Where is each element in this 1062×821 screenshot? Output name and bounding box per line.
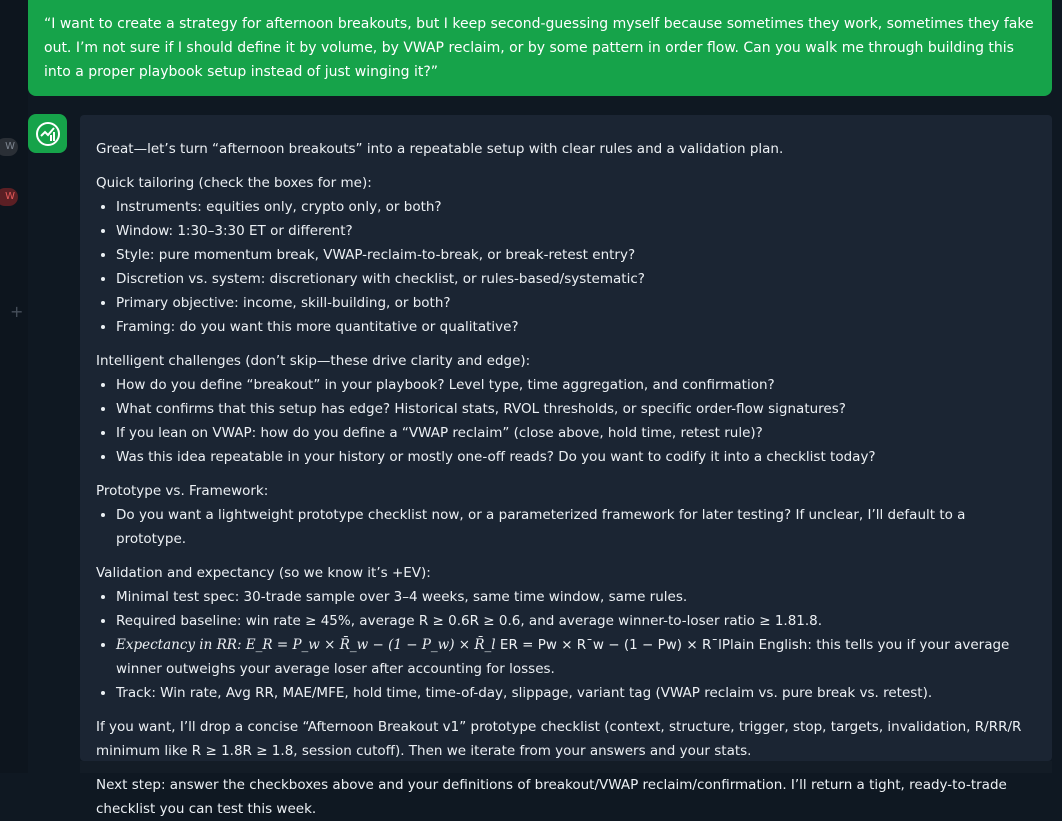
list-item: • What confirms that this setup has edge? Historical stats, RVOL thresholds, or specific order-flow signatures? — [116, 397, 1036, 421]
left-rail — [0, 0, 28, 773]
list-item: • Instruments: equities only, crypto only, or both? — [116, 195, 1036, 219]
list-item: • Minimal test spec: 30-trade sample over 3–4 weeks, same time window, same rules. — [116, 585, 1036, 609]
validation-title: Validation and expectancy (so we know it’s +EV): — [96, 565, 431, 581]
prototype-title: Prototype vs. Framework: — [96, 483, 269, 499]
assistant-response — [80, 115, 1052, 817]
expectancy-text: ER = Pw × R¯w − (1 − Pw) × R¯lPlain English: this tells you if your average winner outweighs your average loser after accounting for losses. — [116, 637, 1010, 677]
bottom-strip — [80, 761, 1052, 773]
response-intro: Great—let’s turn “afternoon breakouts” into a repeatable setup with clear rules and a validation plan. — [96, 141, 784, 157]
next-step-text: Next step: answer the checkboxes above and your definitions of breakout/VWAP reclaim/confirmation. I’ll return a tight, ready-to-trade checklist you can test this week. — [96, 777, 1007, 817]
list-item: • How do you define “breakout” in your playbook? Level type, time aggregation, and confirmation? — [116, 373, 1036, 397]
chart-logo-icon — [35, 121, 61, 147]
assistant-avatar — [28, 114, 67, 153]
list-item: • Discretion vs. system: discretionary with checklist, or rules-based/systematic? — [116, 267, 1036, 291]
tailoring-list — [96, 195, 1036, 339]
list-item: • Primary objective: income, skill-building, or both? — [116, 291, 1036, 315]
list-item: • Was this idea repeatable in your history or mostly one-off reads? Do you want to codify it into a checklist today? — [116, 445, 1036, 469]
rail-badge[interactable]: W — [0, 138, 18, 156]
prototype-list — [96, 503, 1036, 551]
list-item — [116, 633, 1036, 681]
challenges-title: Intelligent challenges (don’t skip—these drive clarity and edge): — [96, 353, 531, 369]
plus-icon[interactable]: + — [10, 302, 24, 321]
offer-text: If you want, I’ll drop a concise “Afternoon Breakout v1” prototype checklist (context, structure, trigger, stop, targets, invalidation, R/RR/R minimum like R ≥ 1.8R ≥ 1.8, session cutoff). Then we iterate from your answers and your stats. — [96, 719, 1022, 759]
list-item: • Do you want a lightweight prototype checklist now, or a parameterized framework for later testing? If unclear, I’ll default to a prototype. — [116, 503, 1036, 551]
tailoring-title: Quick tailoring (check the boxes for me): — [96, 175, 372, 191]
validation-list — [96, 585, 1036, 705]
list-item: • Style: pure momentum break, VWAP-reclaim-to-break, or break-retest entry? — [116, 243, 1036, 267]
challenges-list — [96, 373, 1036, 469]
list-item: • Framing: do you want this more quantitative or qualitative? — [116, 315, 1036, 339]
expectancy-formula: Expectancy in RR: E_R = P_w × R̄_w − (1 − P_w) × R̄_l — [116, 637, 496, 653]
rail-alert-badge[interactable]: W — [0, 188, 18, 206]
user-message: “I want to create a strategy for afternoon breakouts, but I keep second-guessing myself because sometimes they work, sometimes they fake out. I’m not sure if I should define it by volume, by VWAP reclaim, or by some pattern in order flow. Can you walk me through building this into a proper playbook setup instead of just winging it?” — [28, 0, 1052, 96]
list-item: • Window: 1:30–3:30 ET or different? — [116, 219, 1036, 243]
list-item: • Track: Win rate, Avg RR, MAE/MFE, hold time, time-of-day, slippage, variant tag (VWAP reclaim vs. pure break vs. retest). — [116, 681, 1036, 705]
list-item: • If you lean on VWAP: how do you define a “VWAP reclaim” (close above, hold time, retest rule)? — [116, 421, 1036, 445]
list-item: • Required baseline: win rate ≥ 45%, average R ≥ 0.6R ≥ 0.6, and average winner-to-loser ratio ≥ 1.81.8. — [116, 609, 1036, 633]
